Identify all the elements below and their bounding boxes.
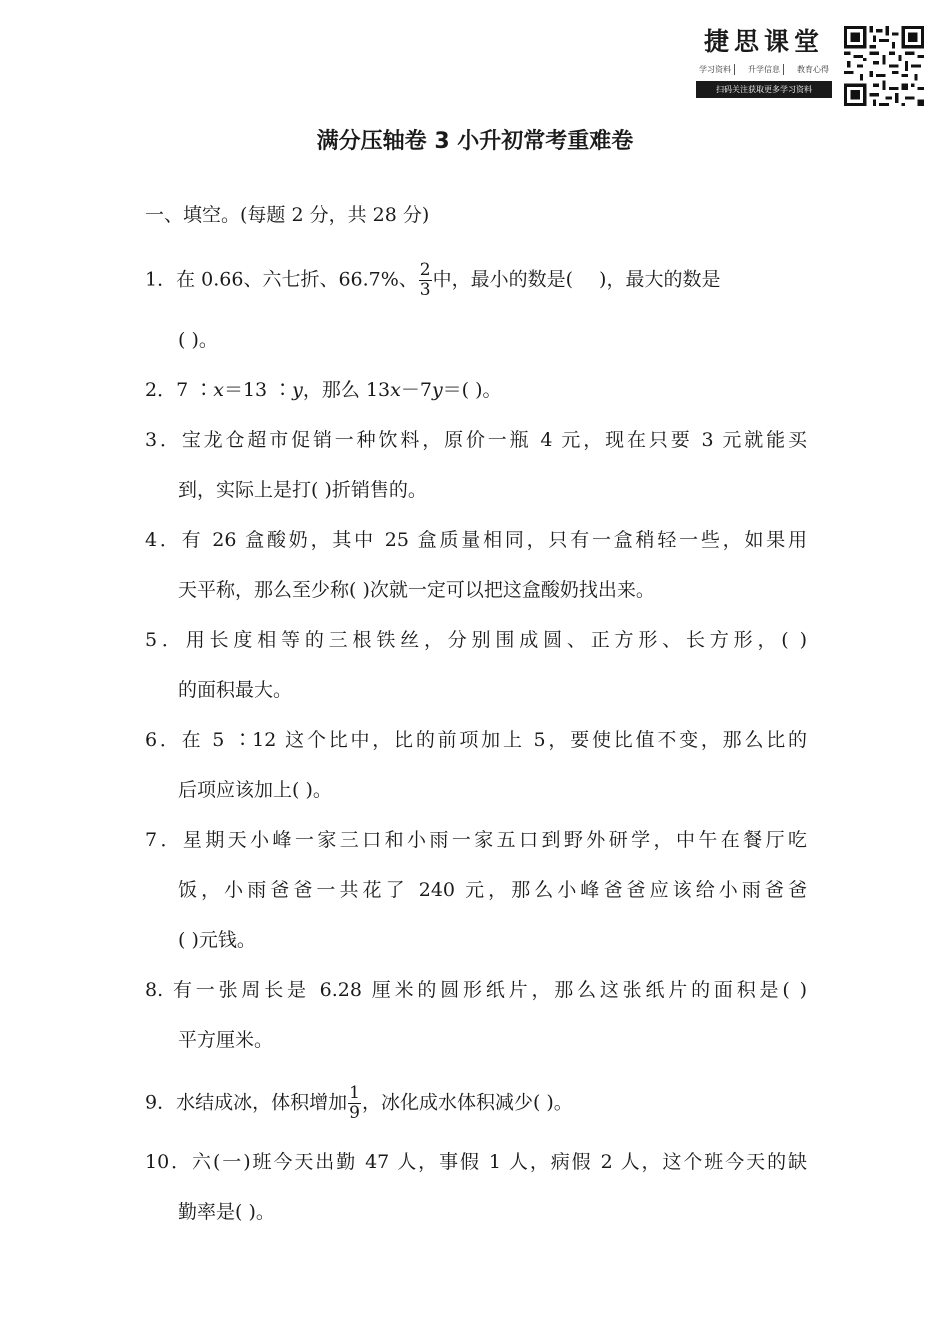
question-9: 9．水结成冰，体积增加 $\frac{1}{9}$ ，冰化成水体积减少( )。 [145, 1083, 573, 1123]
question-10: 10．六(一)班今天出勤 47 人，事假 1 人，病假 2 人，这个班今天的缺 [145, 1151, 807, 1173]
brand-name: 捷思课堂 [703, 27, 824, 56]
question-8-line-2: 平方厘米。 [178, 1029, 274, 1051]
page-title: 满分压轴卷 3 小升初常考重难卷 [316, 129, 634, 154]
brand-tag: 学习资料 [696, 64, 735, 75]
question-2: 2．7 ∶x＝13 ∶y，那么 13x－7y＝( )。 [145, 379, 502, 401]
question-5-line-2: 的面积最大。 [178, 679, 293, 701]
question-6: 6．在 5 ∶12 这个比中，比的前项加上 5，要使比值不变，那么比的 [145, 729, 808, 751]
section-heading: 一、填空。(每题 2 分，共 28 分) [145, 204, 430, 226]
question-number: 1． [145, 268, 177, 291]
fraction: $\frac{1}{9}$ [349, 1083, 360, 1123]
question-10-line-2: 勤率是( )。 [178, 1201, 275, 1223]
question-1-line-2: ( )。 [178, 329, 218, 351]
question-5: 5．用长度相等的三根铁丝，分别围成圆、正方形、长方形，( ) [145, 629, 807, 651]
brand-tag: 升学信息 [745, 64, 784, 75]
fraction: $\frac{2}{3}$ [419, 260, 431, 300]
qr-code-icon [844, 26, 924, 106]
question-7-line-3: ( )元钱。 [178, 929, 256, 951]
brand-bar: 扫码关注获取更多学习资料 [696, 81, 832, 98]
brand-tags [696, 64, 832, 75]
question-1: 1．在 0.66、六七折、66.7%、 $\frac{2}{3}$ 中，最小的数是( )，最大的数是 [145, 260, 721, 300]
question-3-line-2: 到，实际上是打( )折销售的。 [178, 479, 427, 501]
question-6-line-2: 后项应该加上( )。 [178, 779, 332, 801]
brand-logo [696, 26, 832, 98]
question-4: 4．有 26 盒酸奶，其中 25 盒质量相同，只有一盒稍轻一些，如果用 [145, 529, 808, 551]
question-8: 8. 有一张周长是 6.28 厘米的圆形纸片，那么这张纸片的面积是( ) [145, 979, 807, 1001]
question-7: 7．星期天小峰一家三口和小雨一家五口到野外研学，中午在餐厅吃 [145, 829, 807, 851]
question-3: 3．宝龙仓超市促销一种饮料，原价一瓶 4 元，现在只要 3 元就能买 [145, 429, 807, 451]
question-7-line-2: 饭，小雨爸爸一共花了 240 元，那么小峰爸爸应该给小雨爸爸 [178, 879, 807, 901]
question-4-line-2: 天平称，那么至少称( )次就一定可以把这盒酸奶找出来。 [178, 579, 655, 601]
brand-tag: 教育心得 [797, 65, 829, 74]
